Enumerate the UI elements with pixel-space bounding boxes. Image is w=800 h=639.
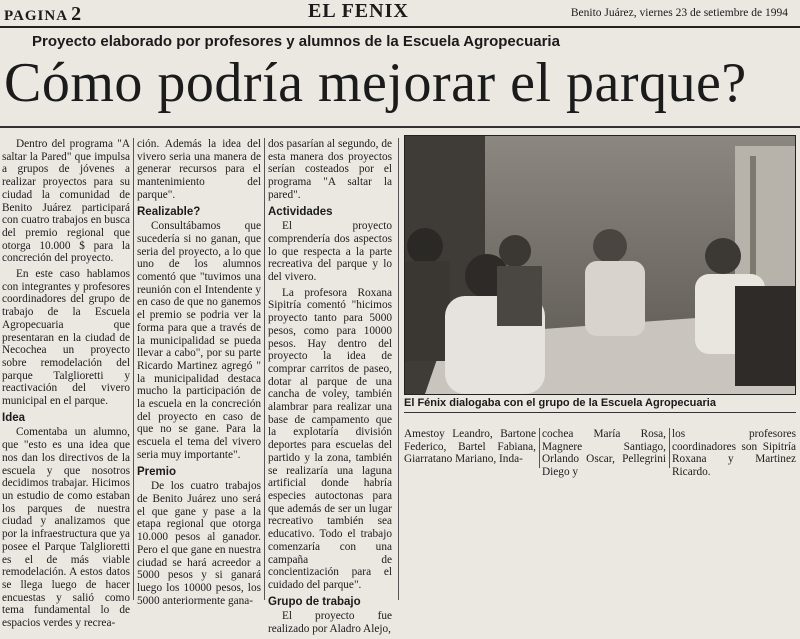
article-column-4 <box>404 428 536 469</box>
paragraph: los profesores coordinadores son Sipitría Roxana y Martinez Ricardo. <box>672 428 796 479</box>
paragraph: Amestoy Leandro, Bartone Federico, Bartel Fabiana, Giarratano Mariano, Inda- <box>404 428 536 466</box>
dateline: Benito Juárez, viernes 23 de setiembre de 1994 <box>570 7 788 19</box>
group-photo <box>404 135 796 395</box>
paragraph: De los cuatro trabajos de Benito Juárez uno será el que gane y pase a la etapa regional que otorga 10.000 pesos al ganador. Pero el que gane en nuestra ciudad se hará acreedor a 5000 pesos y si ganará luego los 10000 pesos, los 5000 anteriormente gana- <box>137 480 261 607</box>
headline-rule <box>0 126 800 128</box>
subheading-actividades: Actividades <box>268 205 333 218</box>
subheading-realizable: Realizable? <box>137 205 201 218</box>
subheading-idea: Idea <box>2 411 26 424</box>
column-divider <box>398 138 399 600</box>
paragraph: El proyecto comprendería dos aspectos lo que respecta a la parte recreativa del parque y lo del vivero. <box>268 220 392 284</box>
paragraph: dos pasarían al segundo, de esta manera dos proyectos serían costeados por el programa "A saltar la pared". <box>268 138 392 201</box>
headline: Cómo podría mejorar el parque? <box>4 52 747 114</box>
article-column-6 <box>672 428 796 482</box>
masthead <box>0 0 800 28</box>
article-column-2 <box>137 138 261 610</box>
column-divider <box>133 138 134 600</box>
paragraph: Dentro del programa "A saltar la Pared" que impulsa a grupos de jóvenes a realizar proyectos para su ciudad la comunidad de Benito Juárez participará con cuatro trabajos en busca del premio regional que otorga 10.000 $ para la concreción del proyecto. <box>2 138 130 265</box>
column-divider <box>539 428 540 468</box>
paragraph: Comentaba un alumno, que "esto es una idea que nos dan los directivos de la escuela y que nosotros decidimos trabajar. Hicimos un estudio de como estaban los parques de nuestra ciudad y analizamos que por la infraestructura que ya posee el Parque Talglioretti es el de más viable remodelación. A estos datos se llega luego de hacer encuestas y salió como tema fundamental lo de espacios verdes y recrea- <box>2 426 130 630</box>
paragraph: cochea María Rosa, Magnere Santiago, Orlando Oscar, Pellegrini Diego y <box>542 428 666 479</box>
paragraph: Consultábamos que sucedería si no ganan, que seria del proyecto, a lo que uno de los alumnos comentó que "tuvimos una reunión con el Intendente y en caso de que no ganemos el premio se podria ver la forma para que a través de la municipalidad se pueda llevar a cabo", por su parte Ricardo Martinez agregó " la municipalidad destaca mucho la participación de la escuela en la concreción del proyecto en caso de que no se gane. Para la escuela el tema del vivero seria muy importante". <box>137 220 261 461</box>
photo-illustration <box>405 136 795 394</box>
page-label: PAGINA 2 <box>4 3 83 25</box>
page-number: 2 <box>71 3 83 25</box>
kicker: Proyecto elaborado por profesores y alumnos de la Escuela Agropecuaria <box>32 33 560 50</box>
paper-name: EL FENIX <box>308 0 409 22</box>
paragraph: ción. Además la idea del vivero seria una manera de generar recursos para el mantenimiento del parque". <box>137 138 261 201</box>
paragraph: El proyecto fue realizado por Aladro Alejo, <box>268 610 392 636</box>
column-divider <box>264 138 265 600</box>
article-column-5 <box>542 428 666 482</box>
paragraph: La profesora Roxana Sipitría comentó "hicimos proyecto tanto para 5000 pesos, como para 10000 pesos. Hay dentro del proyecto la idea de comprar carritos de paseo, dotar al parque de una cancha de voley, también alambrar para realizar una base de campamento que la explotaría división deportes para escuelas del partido y la zona, también se realizaría una laguna artificial donde habría especies autoctonas para que además de ser un lugar recreativo también sea educativo. Todo el trabajo comenzaría con una campaña de concientización para el cuidado del parque". <box>268 286 392 591</box>
paragraph: En este caso hablamos con integrantes y profesores coordinadores del grupo de trabajo de la Escuela Agropecuaria que presentaran en la ciudad de Necochea un proyecto sobre remodelación del parque Talglioretti y reactivación del vivero municipal en el parque. <box>2 268 130 408</box>
column-divider <box>669 428 670 468</box>
subheading-grupo: Grupo de trabajo <box>268 595 361 608</box>
article-column-1 <box>2 138 130 633</box>
article-column-3 <box>268 138 392 639</box>
photo-caption: El Fénix dialogaba con el grupo de la Escuela Agropecuaria <box>404 397 796 413</box>
subheading-premio: Premio <box>137 465 176 478</box>
